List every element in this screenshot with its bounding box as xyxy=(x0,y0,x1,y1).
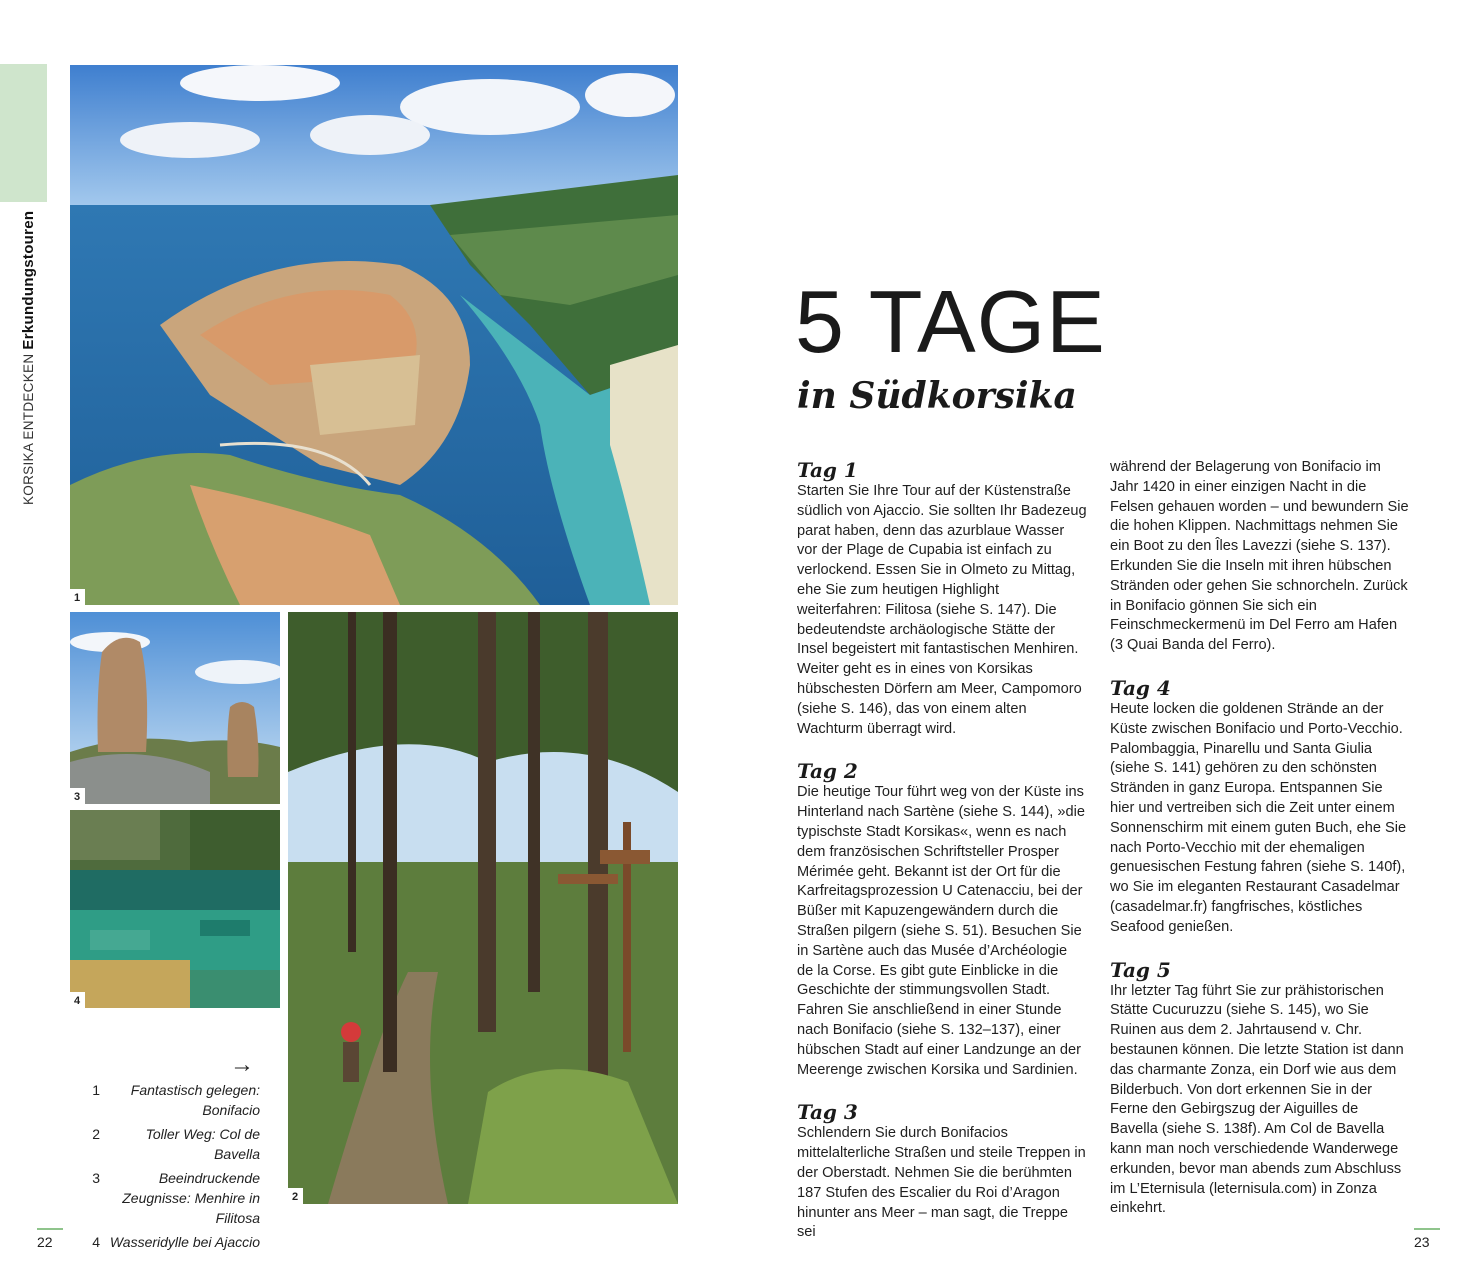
caption-number: 1 xyxy=(92,1082,100,1098)
running-head-section: KORSIKA ENTDECKEN xyxy=(21,353,36,505)
photo-menhirs xyxy=(70,612,280,804)
day-heading: Tag 1 xyxy=(797,458,858,482)
text-column-left xyxy=(797,458,1087,1263)
day-heading: Tag 3 xyxy=(797,1100,858,1125)
day-text-part2: während der Belagerung von Bonifacio im Jahr 1420 in einer einzigen Nacht in die Felsen gehauen worden – und bewundern Sie die hohen Klippen. Nachmittags nehmen Sie ein Boot zu den Îles Lavezzi (siehe S. 137). Erkunden Sie die Inseln mit ihren hübschen Stränden oder gehen Sie schnorcheln. Zurück in Bonifacio gönnen Sie sich ein Feinschmeckermenü im Del Ferro am Hafen (3 Quai Banda del Ferro). xyxy=(1110,459,1409,654)
caption-item xyxy=(70,1168,260,1228)
photo-bonifacio xyxy=(70,65,678,605)
caption-number: 3 xyxy=(92,1170,100,1186)
text-column-right xyxy=(1110,458,1410,1239)
day-heading: Tag 2 xyxy=(797,759,858,784)
caption-arrow-icon: → xyxy=(230,1051,254,1078)
caption-text: Toller Weg: Col de Bavella xyxy=(145,1126,260,1162)
caption-text: Wasseridylle bei Ajaccio xyxy=(109,1234,260,1250)
caption-item xyxy=(70,1080,260,1120)
caption-item xyxy=(70,1124,260,1164)
running-head xyxy=(20,211,37,505)
caption-text: Fantastisch gelegen: Bonifacio xyxy=(130,1082,260,1118)
caption-text: Beeindruckende Zeugnisse: Menhire in Filitosa xyxy=(122,1170,260,1226)
photo-forest-trail xyxy=(288,612,678,1204)
photo-number: 2 xyxy=(288,1188,303,1204)
section-color-tab xyxy=(0,64,47,202)
day-heading: Tag 5 xyxy=(1110,957,1171,982)
photo-number: 3 xyxy=(70,788,85,804)
page-number-left: 22 xyxy=(37,1234,53,1250)
page-subtitle: in Südkorsika xyxy=(797,375,1077,417)
photo-number: 1 xyxy=(70,589,85,605)
running-head-chapter: Erkundungstouren xyxy=(20,210,37,350)
caption-number: 4 xyxy=(92,1234,100,1250)
page-number-right: 23 xyxy=(1414,1234,1430,1250)
day-text: Starten Sie Ihre Tour auf der Küstenstraße südlich von Ajaccio. Sie sollten Ihr Badezeug parat haben, denn das azurblaue Wasser vor der Plage de Cupabia ist einfach zu verlockend. Essen Sie in Olmeto zu Mittag, ehe Sie zum heutigen Highlight weiterfahren: Filitosa (siehe S. 147). Die bedeutendste archäologische Stätte der Insel begeistert mit fantastischen Menhiren. Weiter geht es in eines von Korsikas hübschesten Dörfern am Meer, Campomoro (siehe S. 146), das von einem alten Wachturm überragt wird. xyxy=(797,483,1087,737)
photo-water xyxy=(70,810,280,1008)
day-heading: Tag 4 xyxy=(1110,675,1171,700)
day-text-part1: Schlendern Sie durch Bonifacios mittelalterliche Straßen und steile Treppen in der Oberstadt. Nehmen Sie die berühmten 187 Stufen des Escalier du Roi d’Aragon hinunter ans Meer – man sagt, die Treppe sei xyxy=(797,1125,1086,1241)
day-text: Die heutige Tour führt weg von der Küste ins Hinterland nach Sartène (siehe S. 144), »die typischste Stadt Korsikas«, wenn es nach dem französischen Schriftsteller Prosper Mérimée geht. Bekannt ist der Ort für die Karfreitagsprozession U Catenacciu, bei der Büßer mit Kapuzengewändern durch die Straßen pilgern (siehe S. 51). Besuchen Sie in Sartène auch das Musée d’Archéologie de la Corse. Es gibt gute Einblicke in die Geschichte der stimmungsvollen Stadt. Fahren Sie anschließend in einer Stunde nach Bonifacio (siehe S. 132–137), einer hübschen Stadt auf einer Landzunge an der Meerenge zwischen Korsika und Sardinien. xyxy=(797,784,1085,1078)
caption-number: 2 xyxy=(92,1126,100,1142)
caption-item xyxy=(70,1232,260,1252)
day-text: Heute locken die goldenen Strände an der Küste zwischen Bonifacio und Porto-Vecchio. Palombaggia, Pinarellu und Santa Giulia (siehe S. 141) gehören zu den schönsten Stränden in ganz Europa. Entspannen Sie hier und vertreiben sich die Zeit unter einem Sonnenschirm mit einem guten Buch, ehe Sie nach Porto-Vecchio mit der ehemaligen genuesischen Festung fahren (siehe S. 140f), wo Sie im eleganten Restaurant Casadelmar (casadelmar.fr) fangfrisches, köstliches Seafood genießen. xyxy=(1110,700,1407,935)
photo-captions xyxy=(70,1080,260,1256)
photo-number: 4 xyxy=(70,992,85,1008)
page-title: 5 TAGE xyxy=(795,272,1106,371)
day-text: Ihr letzter Tag führt Sie zur prähistorischen Stätte Cucuruzzu (siehe S. 145), wo Sie Ruinen aus dem 2. Jahrtausend v. Chr. bestaunen können. Die letzte Station ist dann das charmante Zonza, ein Dorf wie aus dem Bilderbuch. Von dort erkennen Sie in der Ferne den Gebirgszug der Aiguilles de Bavella (siehe S. 138f). Am Col de Bavella kann man noch verschiedende Wanderwege erkunden, bevor man abends zum Abschluss im L’Eternisula (leternisula.com) in Zonza einkehrt. xyxy=(1110,982,1404,1217)
